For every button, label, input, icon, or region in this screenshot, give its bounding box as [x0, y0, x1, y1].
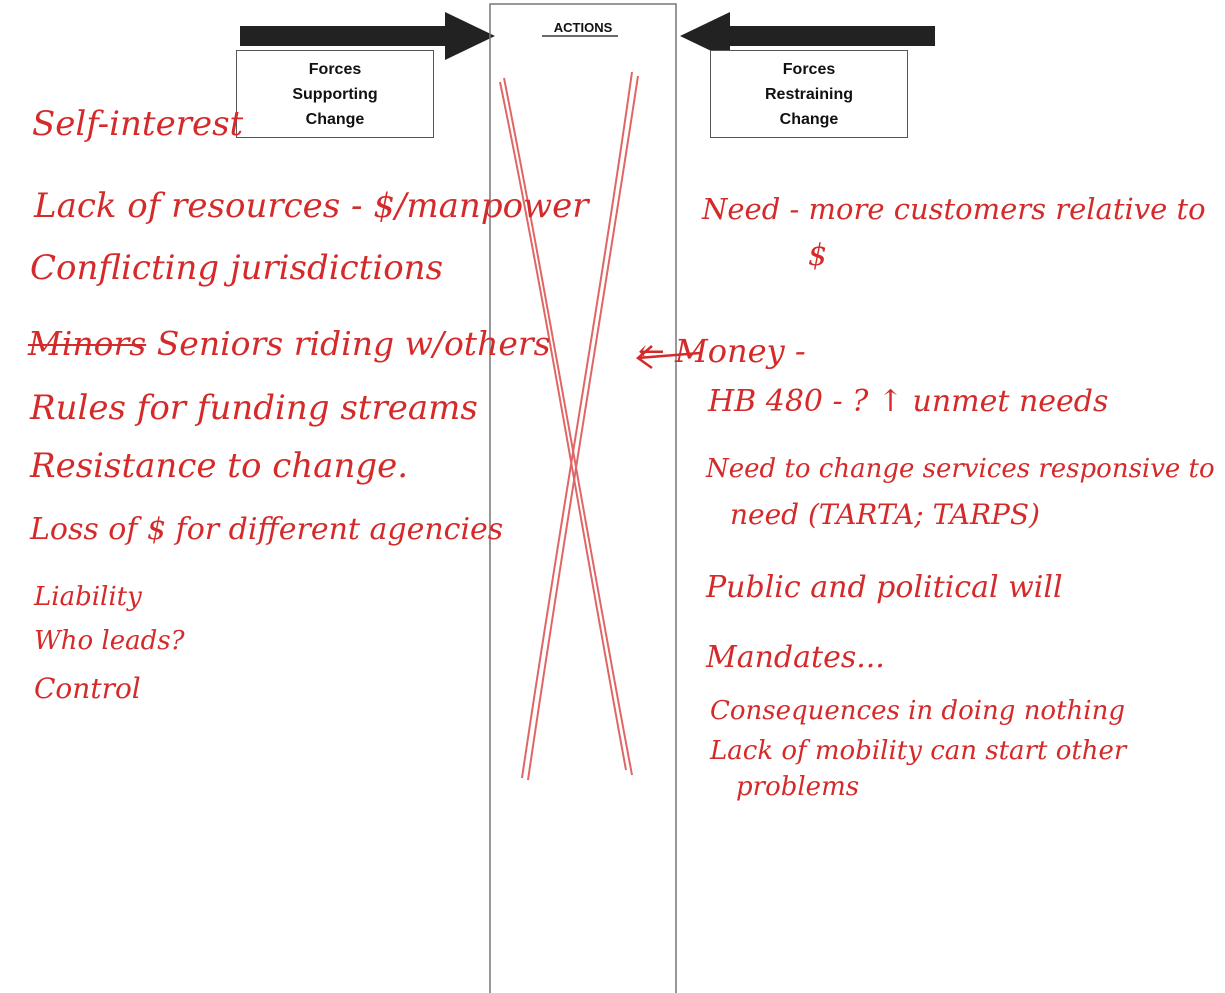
- left-note-who-leads: Who leads?: [34, 626, 185, 656]
- left-note-control: Control: [34, 672, 141, 705]
- supporting-box-line-3: Change: [305, 110, 365, 128]
- right-note-public-political-will: Public and political will: [706, 570, 1063, 605]
- actions-label: ACTIONS: [553, 20, 613, 35]
- restraining-box-line-1: Forces: [782, 60, 836, 78]
- left-note-conflicting-jurisdictions: Conflicting jurisdictions: [30, 248, 444, 288]
- right-note-hb480: HB 480 - ? ↑ unmet needs: [708, 384, 1109, 419]
- left-note-seniors-riding: [28, 324, 551, 363]
- right-note-lack-of-mobility: Lack of mobility can start other: [710, 736, 1127, 766]
- right-note-consequences: Consequences in doing nothing: [710, 696, 1125, 726]
- restraining-box-line-3: Change: [779, 110, 839, 128]
- right-note-need-tarta-tarps: need (TARTA; TARPS): [730, 498, 1040, 531]
- left-note-self-interest: Self-interest: [32, 104, 244, 144]
- right-note-mandates: Mandates...: [706, 640, 885, 675]
- left-note-liability: Liability: [34, 582, 142, 612]
- supporting-box-line-1: Forces: [308, 60, 362, 78]
- right-note-problems: problems: [736, 772, 860, 802]
- restraining-change-box: [710, 50, 908, 138]
- right-note-money: ← Money -: [638, 332, 806, 370]
- right-note-need-more-customers: Need - more customers relative to: [702, 192, 1206, 226]
- left-note-seniors-riding-text: Seniors riding w/others: [156, 324, 551, 363]
- cross-out-mark: [500, 72, 638, 780]
- left-note-lack-of-resources: Lack of resources - $/manpower: [34, 186, 589, 226]
- left-note-loss-of-money: Loss of $ for different agencies: [30, 512, 504, 547]
- left-note-struck-word: Minors: [28, 324, 147, 363]
- restraining-box-line-2: Restraining: [764, 85, 853, 103]
- supporting-box-line-2: Supporting: [292, 85, 378, 103]
- left-note-rules-for-funding: Rules for funding streams: [30, 388, 478, 428]
- supporting-change-box: [236, 50, 434, 138]
- left-note-resistance-to-change: Resistance to change.: [30, 446, 409, 486]
- right-note-need-to-change-services: Need to change services responsive to: [706, 454, 1215, 484]
- right-note-dollar-sign: $: [808, 238, 828, 273]
